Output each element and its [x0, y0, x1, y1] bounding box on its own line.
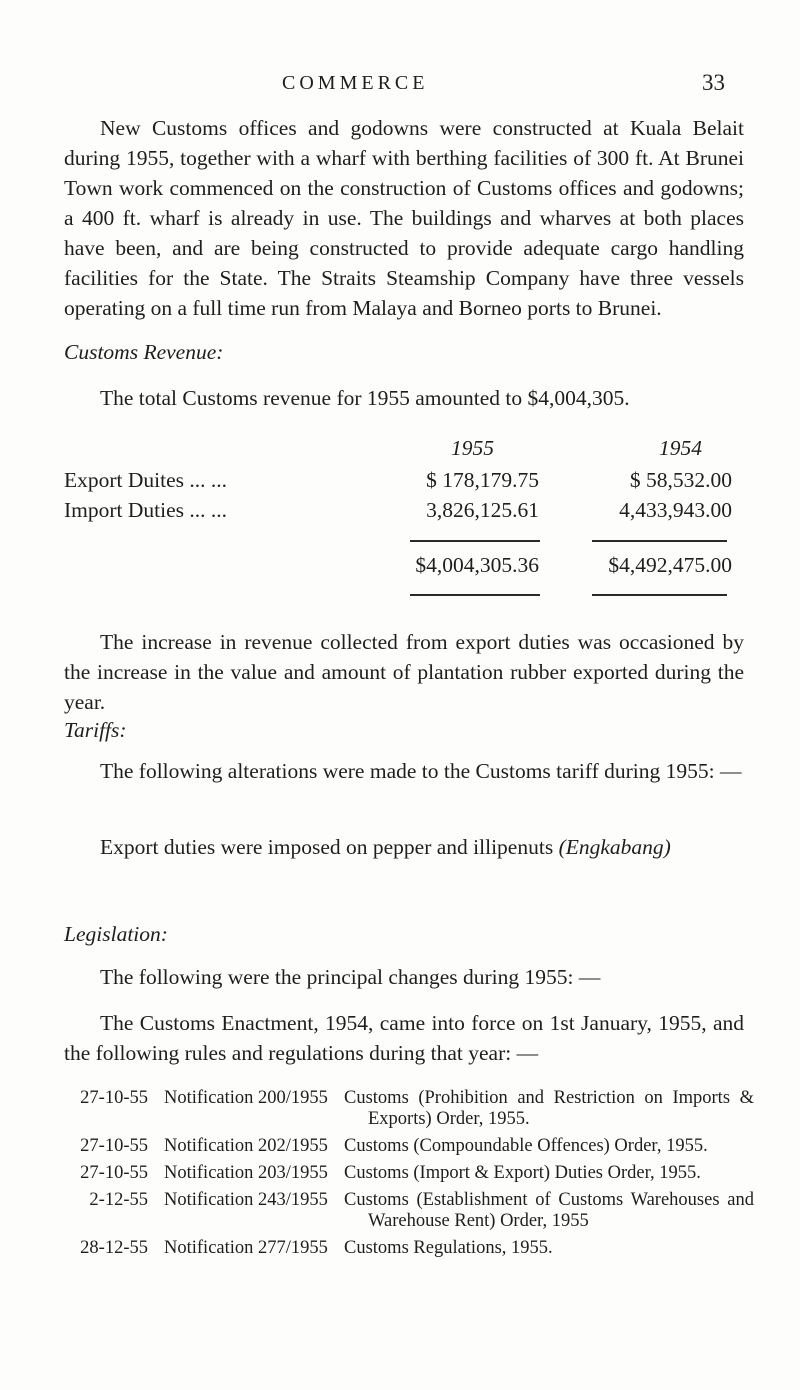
regulations-list: [64, 1088, 754, 1265]
page-number: 33: [702, 70, 725, 95]
legislation-heading: Legislation:: [64, 922, 168, 946]
tariffs-heading: Tariffs:: [64, 718, 127, 742]
regulation-description: Customs (Import & Export) Duties Order, 1955.: [344, 1163, 701, 1183]
regulation-date: 27-10-55: [80, 1163, 148, 1183]
value-1954: 4,433,943.00: [619, 498, 732, 522]
revenue-row-total: [64, 553, 744, 583]
regulation-date: 27-10-55: [80, 1088, 148, 1108]
total-rule-1955: [410, 594, 540, 596]
subtotal-rule-1954: [592, 540, 727, 542]
regulation-description: Customs (Compoundable Offences) Order, 1955.: [344, 1136, 708, 1156]
regulation-notification: Notification 203/1955: [164, 1163, 328, 1183]
tariffs-detail: [64, 832, 744, 862]
legislation-intro: The following were the principal changes during 1955: —: [100, 965, 601, 989]
regulation-item: [64, 1136, 754, 1157]
regulation-description: Customs (Prohibition and Restriction on Imports & Exports) Order, 1955.: [344, 1088, 754, 1129]
revenue-note: The increase in revenue collected from export duties was occasioned by the increase in the value and amount of plantation rubber exported during the year.: [64, 630, 744, 714]
running-head: [0, 72, 800, 102]
value-1955: $ 178,179.75: [426, 468, 539, 492]
tariffs-intro: The following alterations were made to the Customs tariff during 1955: —: [100, 759, 742, 783]
customs-revenue-intro: The total Customs revenue for 1955 amounted to $4,004,305.: [100, 386, 630, 410]
regulation-item: [64, 1190, 754, 1232]
year-1955-header: 1955: [451, 436, 494, 460]
total-1954: $4,492,475.00: [608, 553, 732, 577]
tariffs-detail-italic: (Engkabang): [558, 835, 671, 859]
regulation-description: Customs (Establishment of Customs Warehouses and Warehouse Rent) Order, 1955: [344, 1190, 754, 1231]
legislation-paragraph: The Customs Enactment, 1954, came into force on 1st January, 1955, and the following rules and regulations during that year: —: [64, 1011, 744, 1065]
year-1954-header: 1954: [659, 436, 702, 460]
regulation-notification: Notification 243/1955: [164, 1190, 328, 1210]
regulation-notification: Notification 200/1955: [164, 1088, 328, 1108]
regulation-item: [64, 1088, 754, 1130]
regulation-date: 27-10-55: [80, 1136, 148, 1156]
intro-paragraph: New Customs offices and godowns were constructed at Kuala Belait during 1955, together with a wharf with berthing facilities of 300 ft. At Brunei Town work commenced on the construction of Customs offices and godowns; a 400 ft. wharf is already in use. The buildings and wharves at both places have been, and are being constructed to provide adequate cargo handling facilities for the State. The Straits Steamship Company have three vessels operating on a full time run from Malaya and Borneo ports to Brunei.: [64, 116, 744, 320]
total-rule-1954: [592, 594, 727, 596]
value-1954: $ 58,532.00: [629, 468, 732, 492]
section-title: COMMERCE: [282, 72, 429, 94]
revenue-row-export: [64, 468, 744, 498]
regulation-description: Customs Regulations, 1955.: [344, 1238, 553, 1258]
row-label: Export Duites ... ...: [64, 468, 228, 492]
customs-revenue-heading: Customs Revenue:: [64, 340, 224, 364]
regulation-item: [64, 1238, 754, 1259]
regulation-notification: Notification 277/1955: [164, 1238, 328, 1258]
revenue-row-import: [64, 498, 744, 528]
revenue-table-header: [64, 436, 744, 466]
subtotal-rule-1955: [410, 540, 540, 542]
regulation-item: [64, 1163, 754, 1184]
regulation-date: 28-12-55: [80, 1238, 148, 1258]
tariffs-detail-text: Export duties were imposed on pepper and illipenuts: [100, 835, 554, 859]
value-1955: 3,826,125.61: [426, 498, 539, 522]
total-1955: $4,004,305.36: [415, 553, 539, 577]
regulation-date: 2-12-55: [89, 1190, 148, 1210]
row-label: Import Duties ... ...: [64, 498, 228, 522]
regulation-notification: Notification 202/1955: [164, 1136, 328, 1156]
